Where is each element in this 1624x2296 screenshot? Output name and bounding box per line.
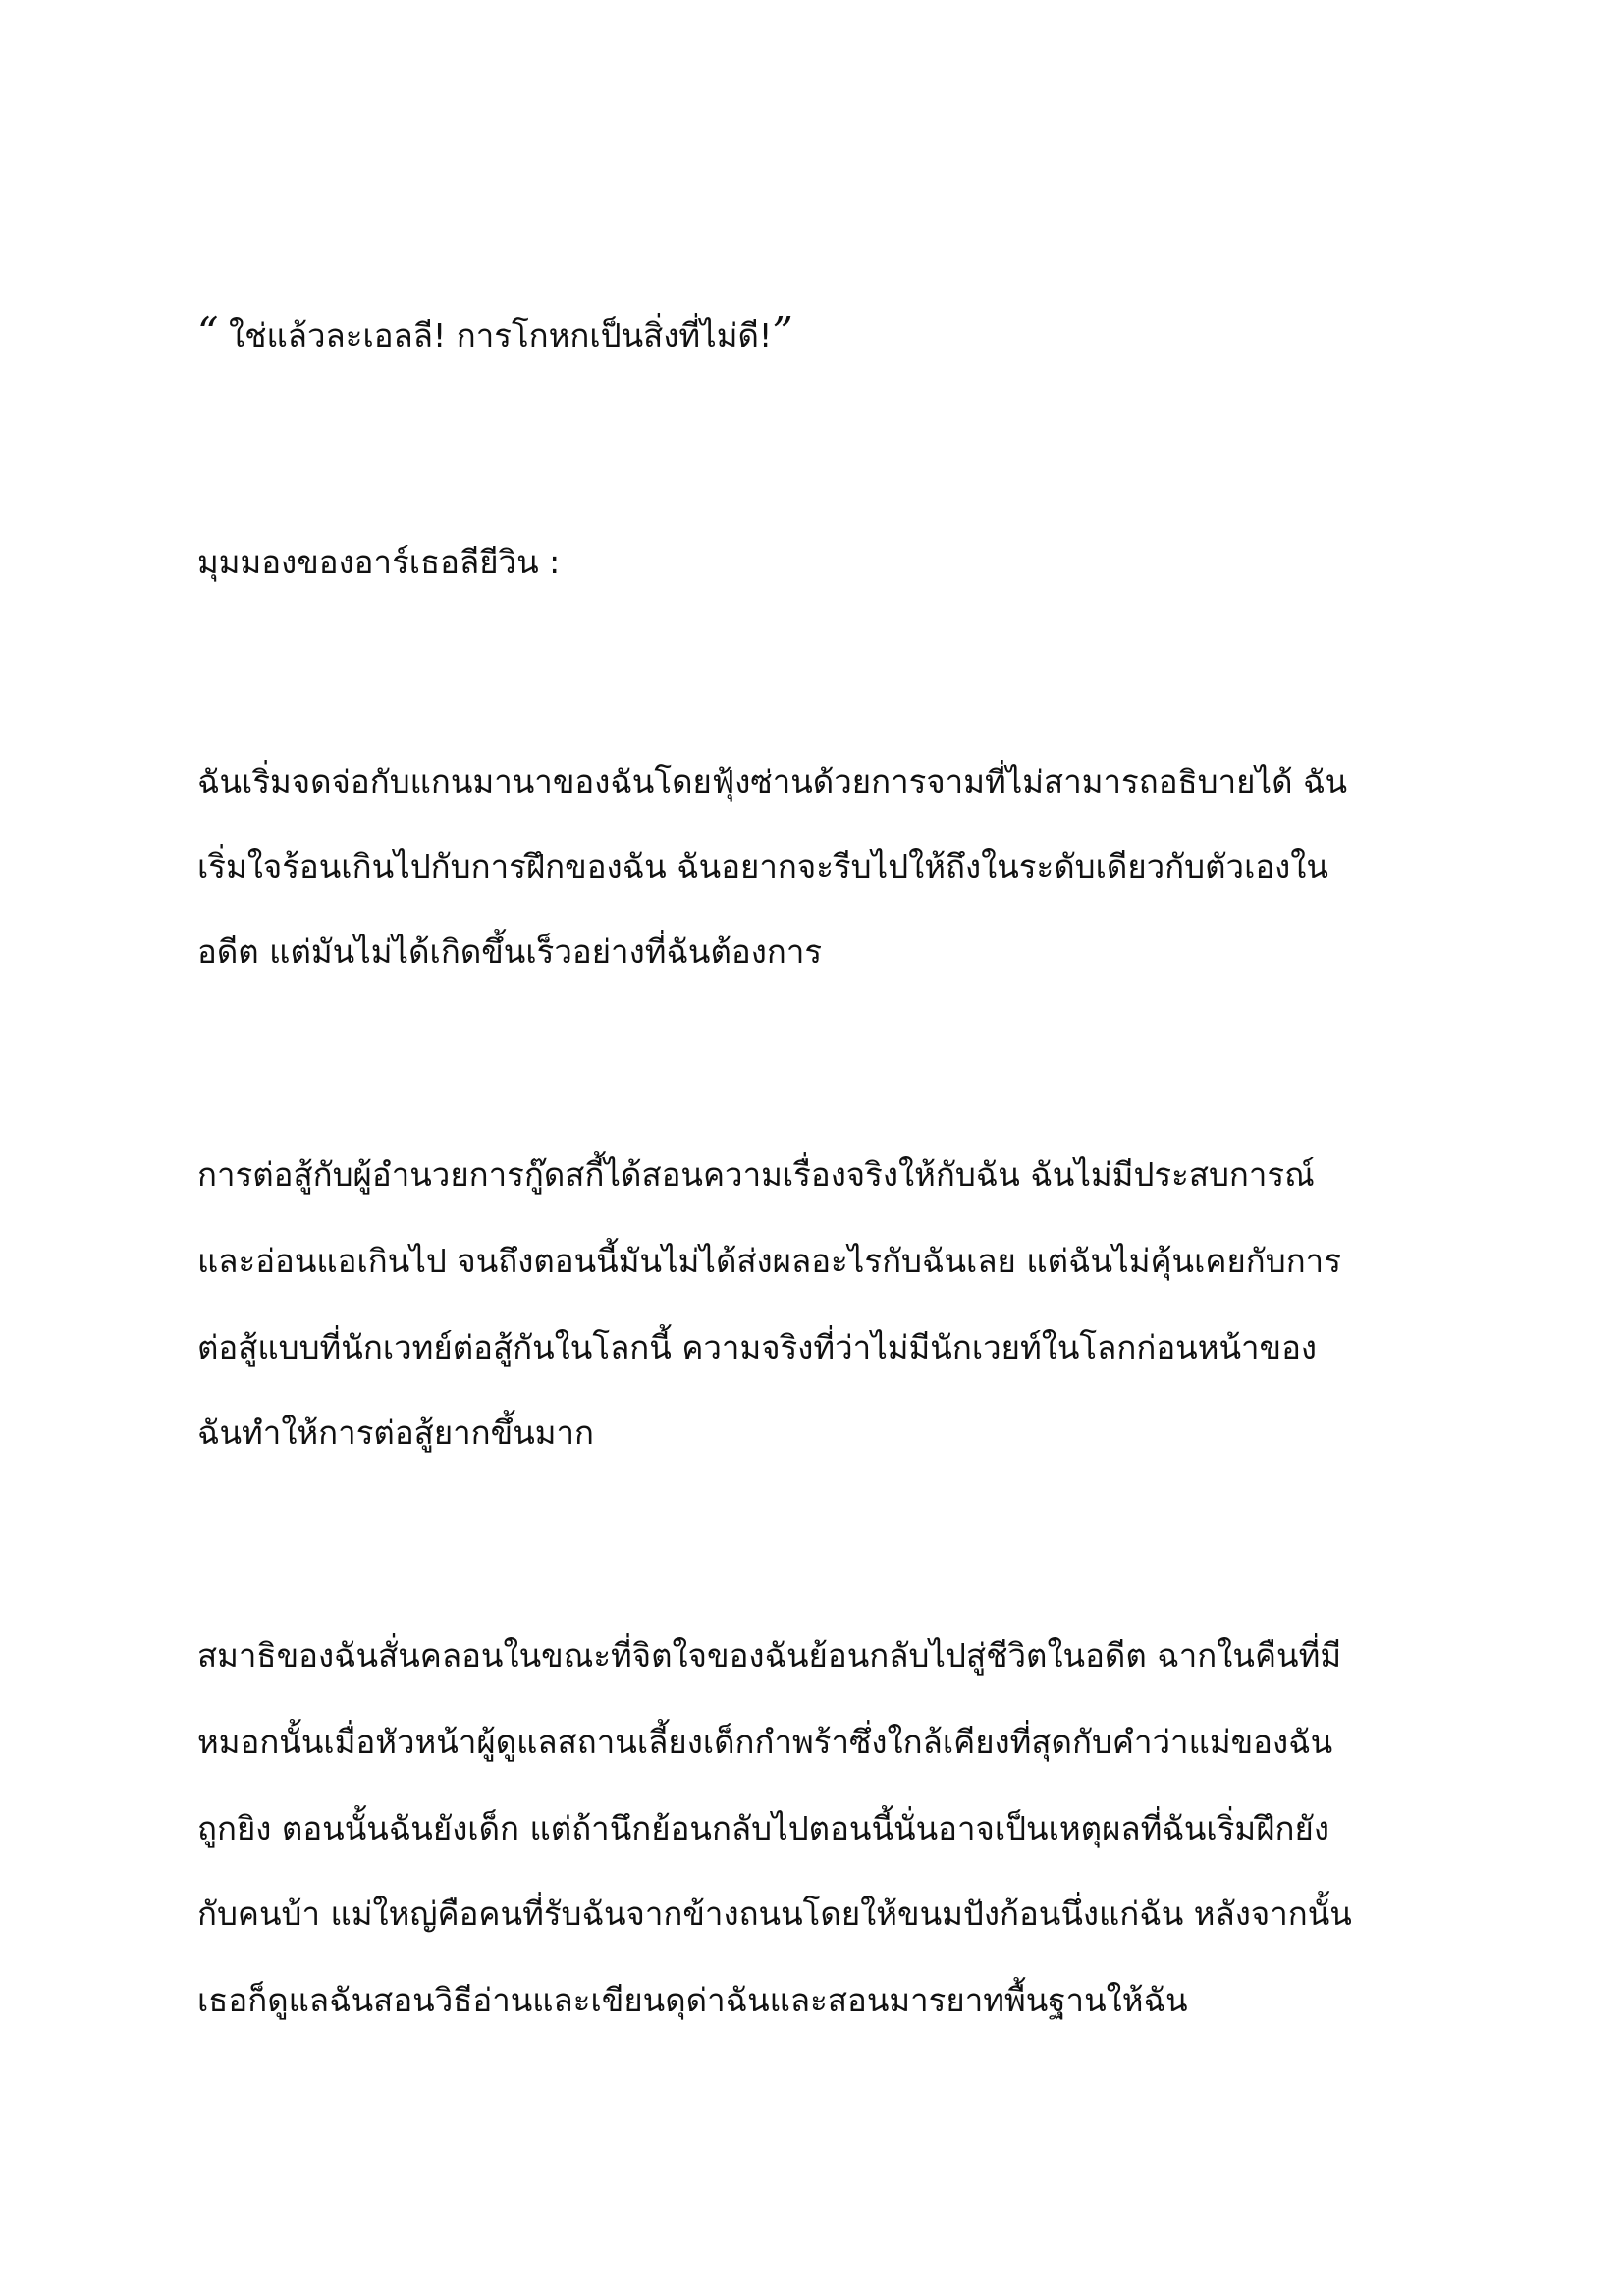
- open-quote-mark: “: [197, 308, 219, 356]
- paragraph-line: อดีต แต่มันไม่ได้เกิดขึ้นเร็วอย่างที่ฉันต้องการ: [197, 933, 823, 971]
- paragraph-line: เธอก็ดูแลฉันสอนวิธีอ่านและเขียนดุด่าฉันและสอนมารยาทพื้นฐานให้ฉัน: [197, 1981, 1188, 2019]
- paragraph-line: ถูกยิง ตอนนั้นฉันยังเด็ก แต่ถ้านึกย้อนกลับไปตอนนี้นั่นอาจเป็นเหตุผลที่ฉันเริ่มฝึกยัง: [197, 1809, 1329, 1847]
- opening-dialogue-text: ใช่แล้วละเอลลี! การโกหกเป็นสิ่งที่ไม่ดี!: [218, 316, 773, 354]
- close-quote-mark: ”: [772, 308, 793, 356]
- paragraph-line: สมาธิของฉันสั่นคลอนในขณะที่จิตใจของฉันย้อนกลับไปสู่ชีวิตในอดีต ฉากในคืนที่มี: [197, 1636, 1342, 1675]
- pov-heading: มุมมองของอาร์เธอลียีวิน :: [197, 543, 561, 581]
- paragraph-line: หมอกนั้นเมื่อหัวหน้าผู้ดูแลสถานเลี้ยงเด็กกำพร้าซึ่งใกล้เคียงที่สุดกับคำว่าแม่ของฉัน: [197, 1723, 1333, 1761]
- paragraph-line: ฉันทำให้การต่อสู้ยากขึ้นมาก: [197, 1414, 595, 1452]
- paragraph-line: กับคนบ้า แม่ใหญ่คือคนที่รับฉันจากข้างถนนโดยให้ขนมปังก้อนนึ่งแก่ฉัน หลังจากนั้น: [197, 1895, 1352, 1933]
- opening-dialogue-line: [197, 308, 793, 356]
- paragraph-line: การต่อสู้กับผู้อำนวยการกู๊ดสกี้ได้สอนความเรื่องจริงให้กับฉัน ฉันไม่มีประสบการณ์: [197, 1155, 1315, 1194]
- paragraph-line: ต่อสู้แบบที่นักเวทย์ต่อสู้กันในโลกนี้ ความจริงที่ว่าไม่มีนักเวยท์ในโลกก่อนหน้าของ: [197, 1328, 1318, 1366]
- paragraph-line: ฉันเริ่มจดจ่อกับแกนมานาของฉันโดยฟุ้งซ่านด้วยการจามที่ไม่สามารถอธิบายได้ ฉัน: [197, 763, 1348, 801]
- paragraph-line: เริ่มใจร้อนเกินไปกับการฝึกของฉัน ฉันอยากจะรีบไปให้ถึงในระดับเดียวกับตัวเองใน: [197, 847, 1328, 885]
- paragraph-line: และอ่อนแอเกินไป จนถึงตอนนี้มันไม่ได้ส่งผลอะไรกับฉันเลย แต่ฉันไม่คุ้นเคยกับการ: [197, 1242, 1341, 1280]
